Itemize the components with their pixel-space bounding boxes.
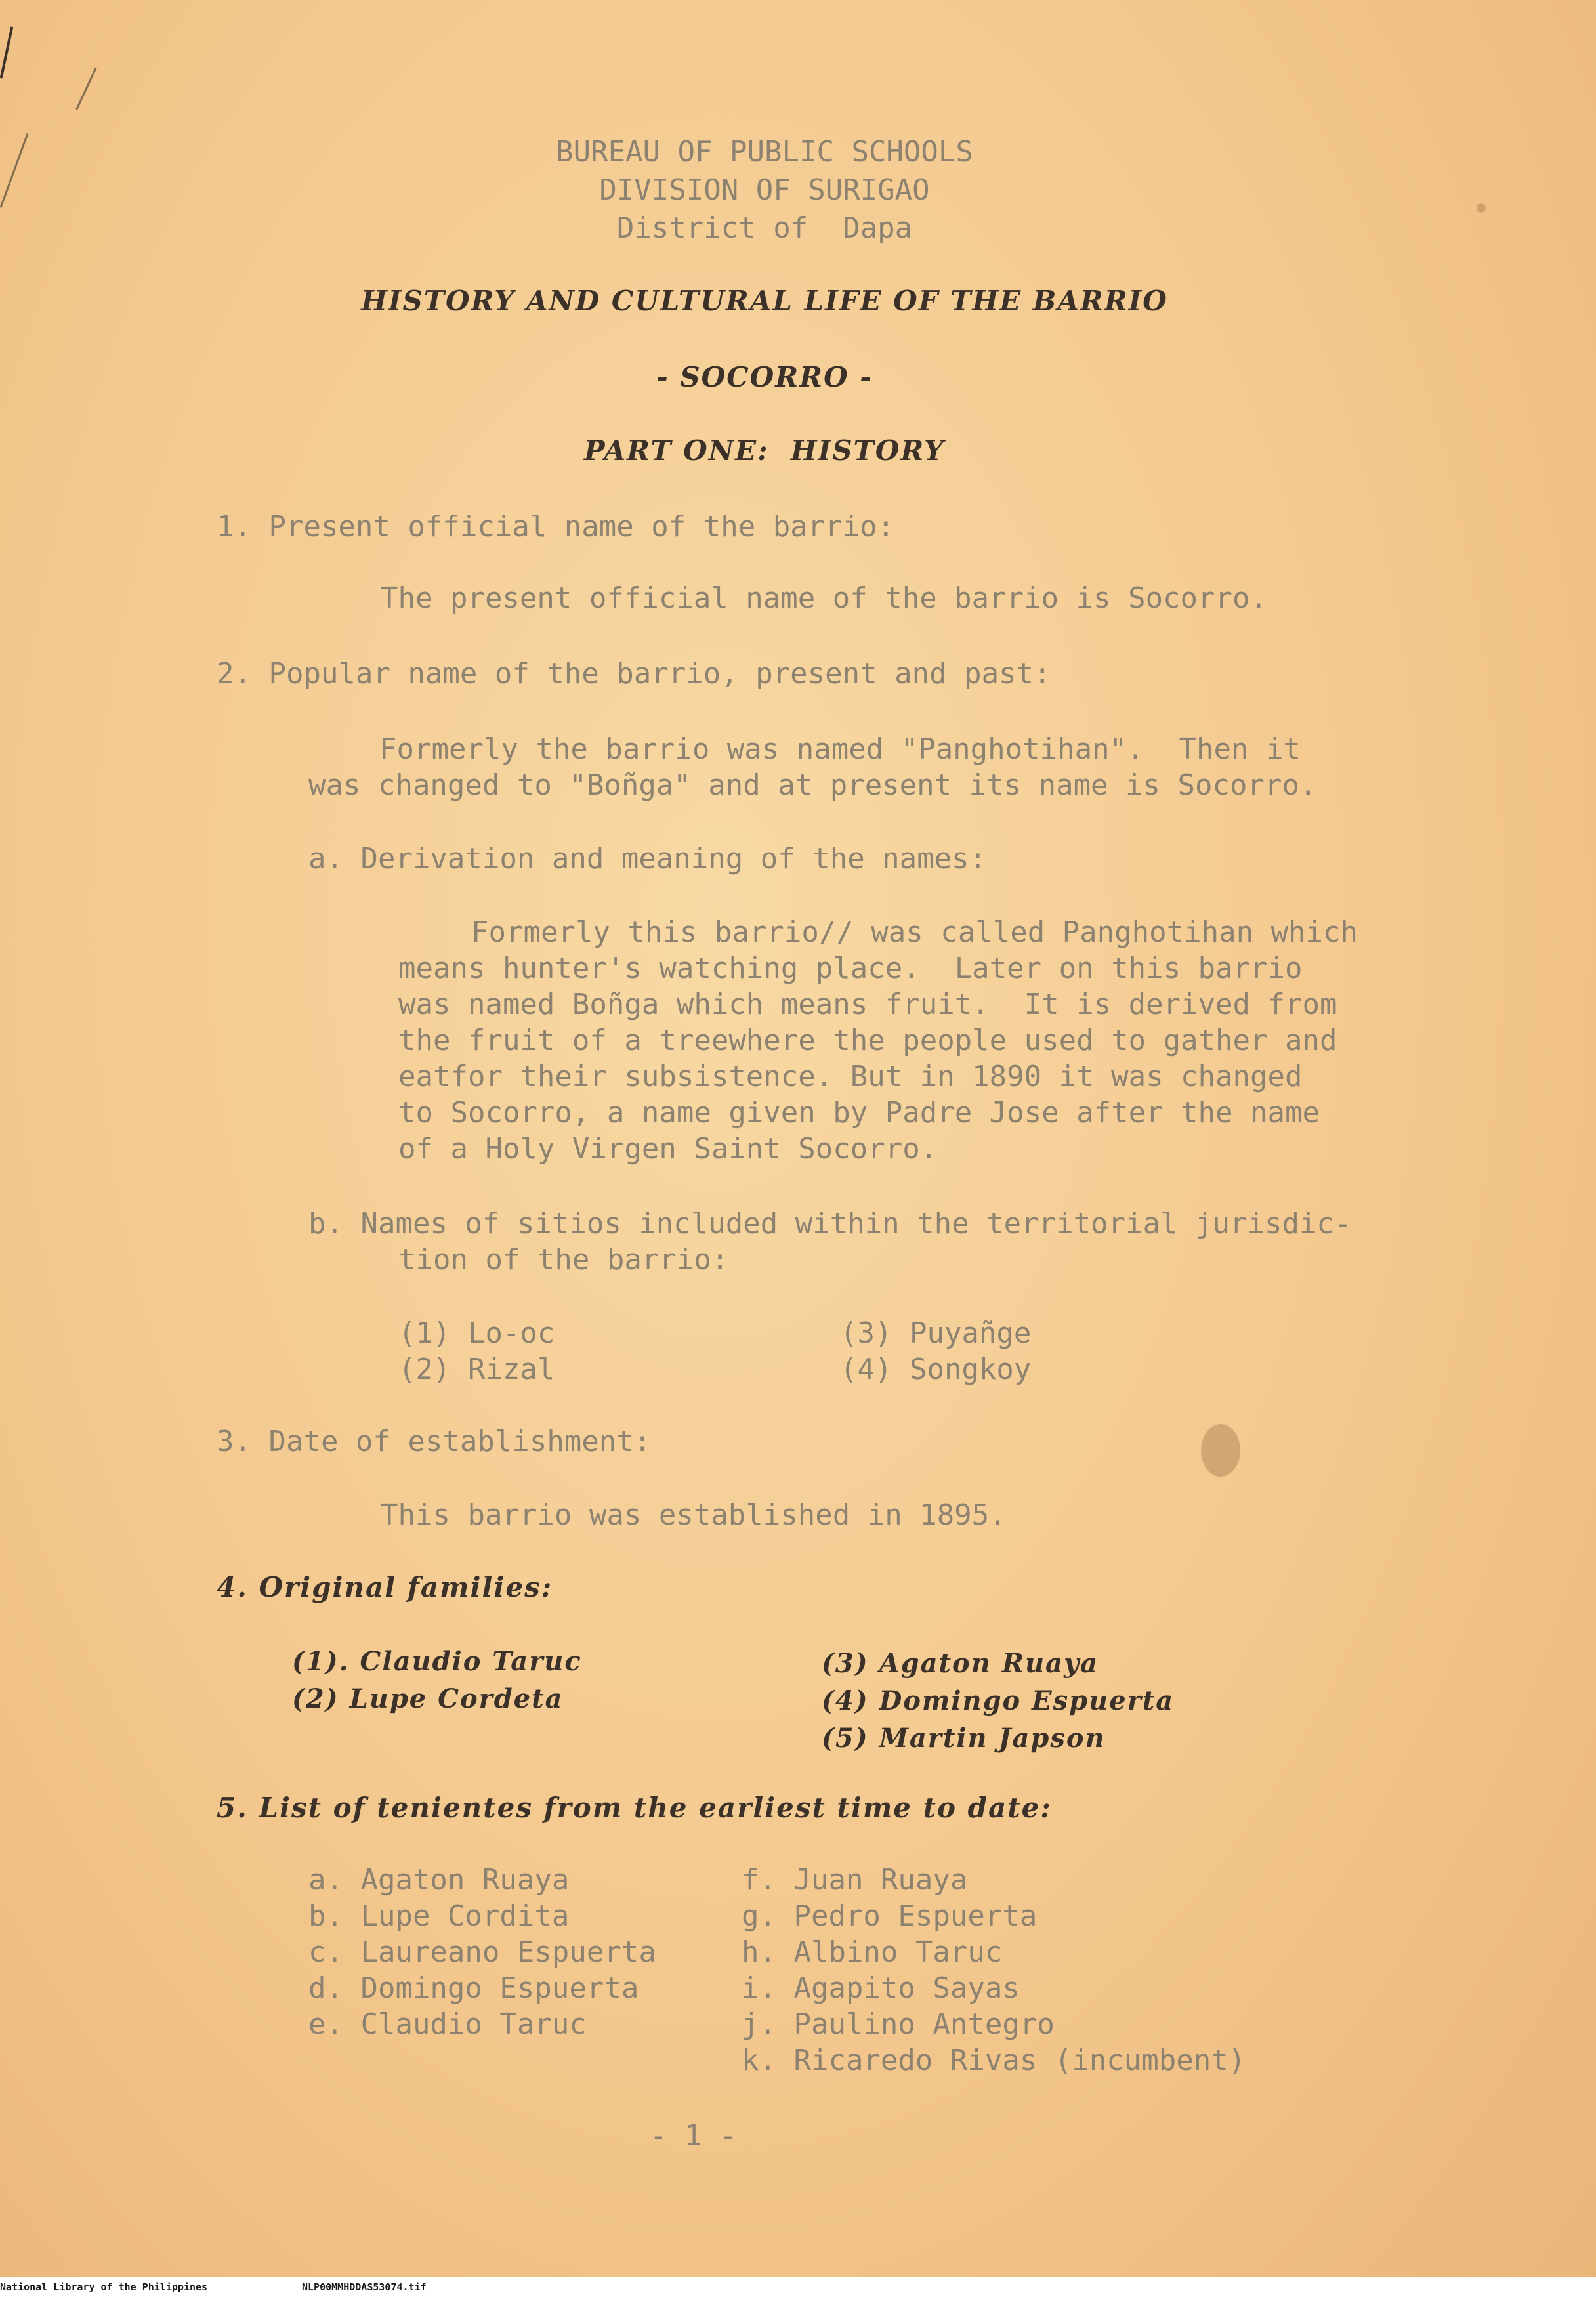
q2-answer-line: was changed to "Boñga" and at present its name is Socorro. (308, 769, 1317, 802)
teniente-item: b. Lupe Cordita (308, 1899, 570, 1933)
document-title: HISTORY AND CULTURAL LIFE OF THE BARRIO (361, 285, 1168, 317)
family-item: (2) Lupe Cordeta (292, 1683, 564, 1714)
teniente-item: c. Laureano Espuerta (308, 1935, 656, 1969)
header-bureau: BUREAU OF PUBLIC SCHOOLS (556, 135, 973, 169)
footer-library: National Library of the Philippines (0, 2281, 208, 2293)
teniente-item: i. Agapito Sayas (742, 1971, 1020, 2005)
q2a-line: to Socorro, a name given by Padre Jose after the name (398, 1096, 1320, 1129)
stain (1201, 1424, 1240, 1477)
q2a-line: of a Holy Virgen Saint Socorro. (398, 1132, 938, 1166)
q2a-line: Formerly this barrio// was called Panghotihan which (471, 916, 1358, 949)
family-item: (3) Agaton Ruaya (822, 1648, 1099, 1679)
q1-answer: The present official name of the barrio is Socorro. (381, 581, 1268, 615)
q1-question: 1. Present official name of the barrio: (217, 510, 895, 543)
q4-question: 4. Original families: (217, 1571, 553, 1603)
teniente-item: e. Claudio Taruc (308, 2008, 587, 2041)
teniente-item: h. Albino Taruc (742, 1935, 1003, 1969)
teniente-item: d. Domingo Espuerta (308, 1971, 639, 2005)
q2-question: 2. Popular name of the barrio, present and past: (217, 657, 1051, 690)
barrio-heading: - SOCORRO - (656, 361, 873, 393)
sitio-item: (3) Puyañge (840, 1317, 1032, 1350)
q3-answer: This barrio was established in 1895. (381, 1498, 1007, 1532)
q2b-line: b. Names of sitios included within the territorial jurisdic- (308, 1207, 1352, 1240)
stray-mark (0, 26, 13, 78)
q2a-line: eatfor their subsistence. But in 1890 it was changed (398, 1060, 1303, 1093)
family-item: (1). Claudio Taruc (292, 1646, 582, 1677)
teniente-item: a. Agaton Ruaya (308, 1863, 570, 1897)
q2a-line: the fruit of a treewhere the people used to gather and (398, 1024, 1337, 1057)
footer-strip (0, 2277, 1596, 2297)
sitio-item: (1) Lo-oc (398, 1317, 555, 1350)
q2a-line: was named Boñga which means fruit. It is derived from (398, 988, 1337, 1021)
sitio-item: (4) Songkoy (840, 1353, 1032, 1386)
teniente-item: g. Pedro Espuerta (742, 1899, 1038, 1933)
q5-question: 5. List of tenientes from the earliest time to date: (217, 1792, 1052, 1824)
family-item: (4) Domingo Espuerta (822, 1685, 1175, 1716)
teniente-item: j. Paulino Antegro (742, 2008, 1055, 2041)
teniente-item: k. Ricaredo Rivas (incumbent) (742, 2044, 1246, 2077)
teniente-item: f. Juan Ruaya (742, 1863, 968, 1897)
q2-answer-line: Formerly the barrio was named "Panghotihan". Then it (379, 732, 1301, 766)
header-division: DIVISION OF SURIGAO (599, 173, 930, 207)
header-district: District of Dapa (616, 211, 913, 245)
q2a-line: means hunter's watching place. Later on this barrio (398, 952, 1303, 985)
stray-mark (75, 68, 96, 110)
q2a-heading: a. Derivation and meaning of the names: (308, 842, 987, 875)
q2b-line: tion of the barrio: (398, 1243, 729, 1276)
page-number: - 1 - (650, 2119, 737, 2153)
family-item: (5) Martin Japson (822, 1723, 1106, 1754)
footer-file: NLP00MMHDDAS53074.tif (302, 2281, 427, 2293)
q3-question: 3. Date of establishment: (217, 1425, 652, 1458)
sitio-item: (2) Rizal (398, 1353, 555, 1386)
part-heading: PART ONE: HISTORY (584, 434, 945, 467)
